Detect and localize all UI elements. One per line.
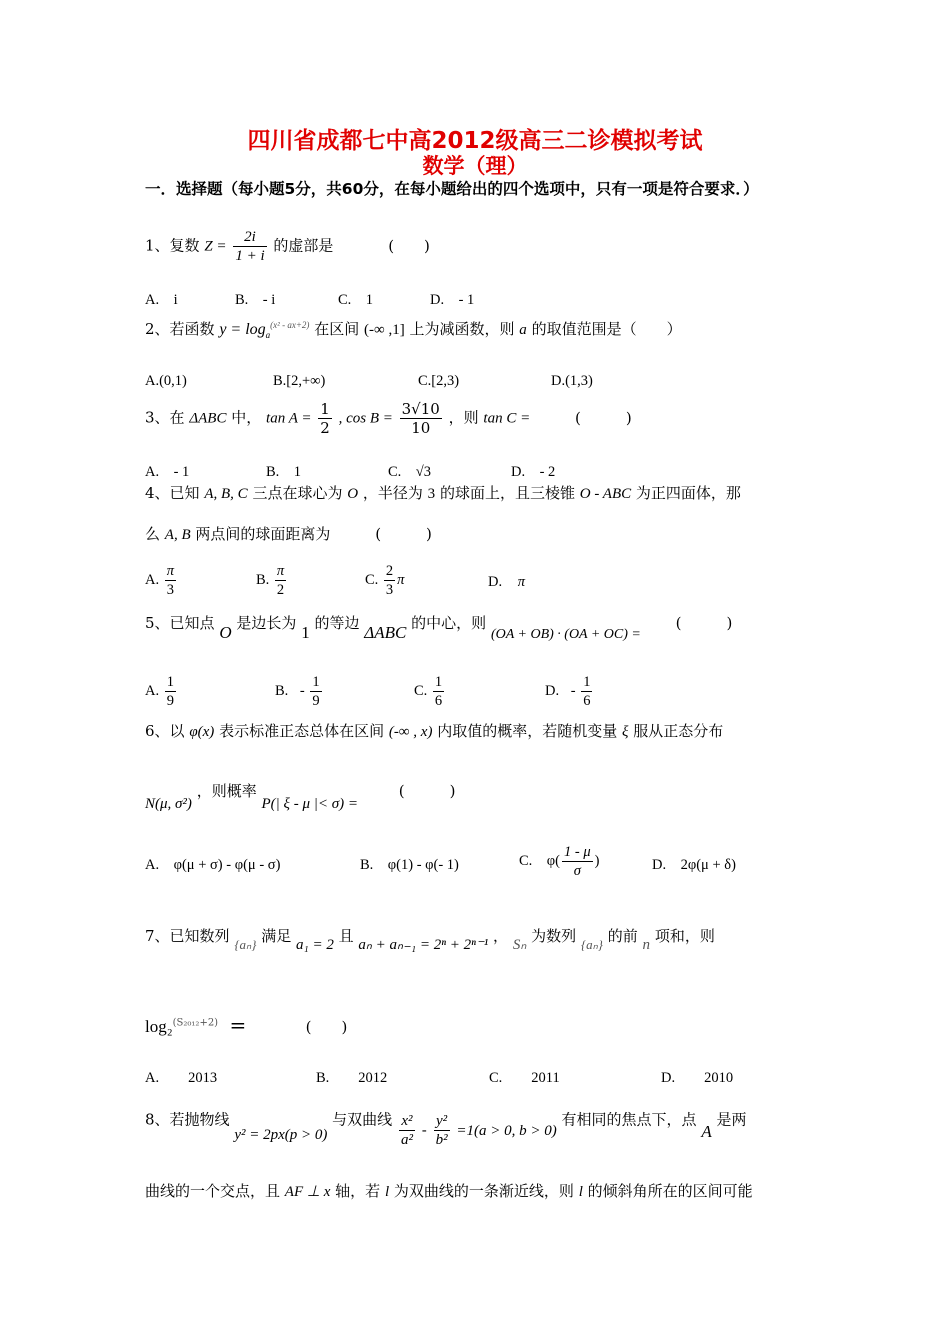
q8-line2-text-2: 轴，若 — [335, 1182, 381, 1200]
q3-tan-expr: tan A = — [266, 410, 312, 427]
q5-point-o: O — [219, 623, 232, 642]
q1-numerator: 2i — [233, 228, 266, 247]
q5-option-a-label: A. — [145, 682, 160, 699]
q4-option-a-fraction — [165, 562, 176, 599]
q8-line-l-2: l — [578, 1184, 583, 1200]
q5-option-c-den: 6 — [434, 693, 443, 709]
q6-option-b: B. φ(1) - φ(- 1) — [360, 857, 459, 873]
q5-option-a-num: 1 — [166, 674, 174, 690]
q5-option-d-label: D. — [545, 682, 560, 699]
q4-label: 4、已知 — [145, 484, 200, 502]
q6-option-c-den: σ — [573, 863, 581, 879]
q5-option-b-fraction — [310, 673, 321, 710]
q4-points: A, B, C — [204, 486, 248, 502]
q6-option-c-tail: ) — [594, 852, 600, 869]
q2-variable: a — [519, 322, 527, 338]
q2-label: 2、若函数 — [145, 320, 215, 338]
q4-option-c-tail: π — [397, 571, 405, 588]
q7-text-1: 满足 — [261, 927, 292, 945]
question-5 — [145, 612, 733, 642]
q4-option-b-num: π — [276, 563, 285, 579]
q1-option-d: D. - 1 — [430, 292, 475, 308]
q4-line2-points: A, B — [164, 527, 191, 543]
q4-option-b-label: B. — [256, 571, 270, 588]
q1-text: 的虚部是 — [273, 236, 334, 255]
question-8-line-1 — [145, 1102, 747, 1148]
q8-text-2: 有相同的焦点下，点 — [561, 1110, 697, 1129]
question-6-line-1 — [145, 720, 723, 741]
q5-option-d-den: 6 — [583, 693, 591, 709]
q4-option-c-label: C. — [365, 571, 379, 588]
q4-option-b-fraction — [275, 562, 286, 599]
q5-option-c — [414, 673, 446, 710]
q8-line-l: l — [384, 1184, 390, 1200]
q2-option-a: A.(0,1) — [145, 373, 187, 389]
q7-option-a: A. 2013 — [145, 1070, 218, 1086]
q4-option-d — [488, 574, 525, 591]
q8-point-a: A — [701, 1121, 712, 1141]
question-7-line-1 — [145, 925, 715, 953]
q1-expr: Z = — [204, 238, 227, 255]
q4-option-c-num: 2 — [385, 563, 394, 579]
q6-distribution: N(μ, σ²) — [145, 796, 192, 812]
q4-center: O — [347, 486, 359, 502]
q5-option-b-den: 9 — [312, 693, 320, 709]
q3-option-d: D. - 2 — [511, 464, 556, 480]
question-6-line-2 — [145, 780, 456, 812]
question-7-line-2 — [145, 1013, 347, 1037]
q5-option-c-fraction — [433, 673, 444, 710]
question-1 — [145, 228, 430, 265]
question-4-line-1 — [145, 482, 741, 503]
q5-option-d-fraction — [581, 673, 592, 710]
q2-option-d: D.(1,3) — [551, 373, 593, 389]
q1-answer-blank: ( ) — [388, 236, 430, 255]
q2-option-b: B.[2,+∞) — [273, 373, 326, 389]
q7-sequence: {aₙ} — [234, 937, 257, 952]
q2-base: a — [265, 330, 271, 340]
page-subtitle: 数学（理） — [422, 154, 528, 178]
q4-line2-text: 么 — [145, 525, 161, 543]
q4-option-a-label: A. — [145, 571, 160, 588]
q1-option-b: B. - i — [235, 292, 276, 308]
q8-hyperbola-x — [399, 1112, 415, 1149]
q6-interval: (-∞ , x) — [388, 724, 433, 740]
q3-answer-blank: ( ) — [575, 408, 632, 427]
q5-text-3: 的中心，则 — [411, 614, 487, 632]
q6-text-2: 内取值的概率，若随机变量 — [437, 722, 618, 740]
q1-option-a: A. i — [145, 292, 178, 308]
q8-af: AF ⊥ x — [284, 1184, 331, 1200]
q8-hyperbola-rest: =1(a > 0, b > 0) — [456, 1122, 557, 1139]
q2-option-c: C.[2,3) — [418, 373, 460, 389]
question-3 — [145, 400, 632, 437]
q7-option-c: C. 2011 — [489, 1070, 560, 1086]
q6-text-1: 表示标准正态总体在区间 — [219, 722, 385, 740]
q4-option-b-den: 2 — [276, 582, 285, 598]
q8-text-3: 是两 — [716, 1110, 747, 1129]
q6-option-d: D. 2φ(μ + δ) — [652, 857, 736, 873]
q4-line2-text-2: 两点间的球面距离为 — [195, 525, 331, 543]
q5-answer-blank: ( ) — [675, 614, 733, 632]
q7-option-b: B. 2012 — [316, 1070, 388, 1086]
q5-side-length: 1 — [301, 623, 310, 642]
q6-text-3: 服从正态分布 — [633, 722, 724, 740]
q6-answer-blank: ( ) — [398, 782, 456, 800]
q2-expr: y = log — [219, 321, 266, 338]
q5-option-c-num: 1 — [434, 674, 443, 690]
q8-hyperbola-y-num: y² — [434, 1112, 450, 1131]
q4-option-c-den: 3 — [385, 582, 394, 598]
q7-equals: = — [229, 1013, 247, 1037]
q7-sum: Sₙ — [512, 937, 527, 953]
q4-text-3: 的球面上，且三棱锥 — [439, 484, 575, 502]
q4-radius: 3 — [427, 486, 436, 502]
q3-option-b: B. 1 — [266, 464, 302, 480]
q3-cos-denominator: 10 — [411, 419, 431, 437]
q7-label: 7、已知数列 — [145, 927, 230, 945]
q4-option-d-tail: π — [517, 574, 525, 590]
q4-option-d-label: D. — [488, 574, 503, 590]
q3-text-mid: 中， — [231, 408, 262, 427]
q5-option-d-sign: - — [570, 682, 576, 699]
q3-option-a: A. - 1 — [145, 464, 190, 480]
q4-option-a-num: π — [166, 563, 174, 579]
q3-label: 3、在 — [145, 408, 185, 427]
q1-fraction — [233, 228, 266, 265]
q6-option-c-num: 1 - μ — [564, 844, 591, 860]
q5-option-c-label: C. — [414, 682, 428, 699]
q6-label: 6、以 — [145, 722, 185, 740]
q1-denominator: 1 + i — [235, 248, 265, 264]
q1-label: 1、复数 — [145, 236, 200, 255]
q5-option-a — [145, 673, 178, 710]
q3-tan-denominator: 2 — [320, 419, 330, 437]
section-heading: 一．选择题（每小题5分，共60分，在每小题给出的四个选项中，只有一项是符合要求．） — [145, 180, 759, 198]
q3-tan-numerator: 1 — [320, 400, 330, 418]
q4-option-b — [256, 562, 288, 599]
q4-text-2: ，半径为 — [362, 484, 423, 502]
q7-option-d: D. 2010 — [661, 1070, 734, 1086]
question-4-line-2 — [145, 523, 432, 544]
q8-hyperbola-y-den: b² — [435, 1132, 448, 1148]
q3-target: tan C = — [483, 410, 531, 427]
q2-text-mid: 在区间 — [314, 320, 360, 338]
q3-triangle: ΔABC — [189, 410, 227, 427]
q5-text-2: 的等边 — [314, 614, 360, 632]
q6-option-c-fraction — [562, 843, 593, 880]
q4-text-1: 三点在球心为 — [252, 484, 343, 502]
q5-vector-expr: (OA + OB) · (OA + OC) = — [490, 627, 641, 642]
q7-initial-term: a₁ = 2 — [295, 937, 334, 953]
q7-n: n — [642, 937, 651, 953]
q5-triangle: ΔABC — [364, 623, 407, 642]
q7-text-5: 项和，则 — [654, 927, 715, 945]
q8-label: 8、若抛物线 — [145, 1110, 230, 1129]
q8-parabola: y² = 2px(p > 0) — [234, 1126, 328, 1143]
q6-option-c — [519, 843, 599, 880]
q5-option-a-fraction — [165, 673, 176, 710]
q3-cos-expr: , cos B = — [338, 410, 393, 427]
q7-text-4: 的前 — [607, 927, 638, 945]
q5-option-d-num: 1 — [583, 674, 591, 690]
q4-text-4: 为正四面体，那 — [635, 484, 741, 502]
q5-option-d — [545, 673, 594, 710]
q7-recurrence: aₙ + aₙ₋₁ = 2ⁿ + 2ⁿ⁻¹ — [358, 937, 489, 953]
question-2 — [145, 318, 682, 340]
q6-option-a: A. φ(μ + σ) - φ(μ - σ) — [145, 857, 281, 873]
q4-option-a-den: 3 — [166, 582, 174, 598]
q4-option-c — [365, 562, 404, 599]
q5-option-b — [275, 673, 324, 710]
page-title: 四川省成都七中高2012级高三二诊模拟考试 — [247, 128, 703, 154]
q7-comma: ， — [493, 927, 509, 945]
q2-text-after: 上为减函数，则 — [409, 320, 515, 338]
q2-exponent: (x² - ax+2) — [270, 320, 310, 330]
q7-answer-blank: ( ) — [305, 1018, 348, 1036]
q7-sequence-2: {aₙ} — [580, 937, 603, 952]
q8-line2-text-4: 的倾斜角所在的区间可能 — [587, 1182, 753, 1200]
q6-xi: ξ — [622, 724, 629, 740]
q1-option-c: C. 1 — [338, 292, 374, 308]
question-8-line-2 — [145, 1180, 753, 1201]
q8-line2-text-1: 曲线的一个交点，且 — [145, 1182, 281, 1200]
q6-text-4: ，则概率 — [196, 782, 257, 800]
q5-text-1: 是边长为 — [236, 614, 297, 632]
q3-tan-fraction — [318, 400, 332, 437]
q3-text-after: ，则 — [448, 408, 479, 427]
q7-text-2: 且 — [338, 927, 354, 945]
q8-minus: - — [421, 1120, 427, 1139]
q5-option-b-sign: - — [299, 682, 305, 699]
q6-option-c-label: C. φ( — [519, 852, 560, 869]
q4-option-c-fraction — [384, 562, 395, 599]
q7-log: log₂ — [145, 1017, 173, 1036]
q6-probability: P(| ξ - μ |< σ) = — [261, 796, 358, 812]
q8-hyperbola-x-num: x² — [399, 1112, 415, 1131]
q4-pyramid: O - ABC — [579, 486, 632, 502]
q2-interval: (-∞ ,1] — [364, 322, 405, 338]
q8-line2-text-3: 为双曲线的一条渐近线，则 — [393, 1182, 574, 1200]
q7-text-3: 为数列 — [531, 927, 577, 945]
q8-hyperbola-x-den: a² — [400, 1132, 413, 1148]
q5-option-b-label: B. — [275, 682, 289, 699]
q5-option-a-den: 9 — [166, 693, 174, 709]
q5-label: 5、已知点 — [145, 614, 215, 632]
q4-option-a — [145, 562, 178, 599]
q8-hyperbola-y — [434, 1112, 450, 1149]
q3-cos-numerator: 3√10 — [401, 400, 440, 418]
q3-cos-fraction — [400, 400, 442, 437]
q8-text-1: 与双曲线 — [332, 1110, 393, 1129]
q3-option-c: C. √3 — [388, 464, 432, 480]
q5-option-b-num: 1 — [312, 674, 320, 690]
q2-text-end: 的取值范围是（ ） — [531, 320, 682, 338]
q4-answer-blank: ( ) — [375, 525, 432, 543]
q7-log-arg: (S₂₀₁₂+2) — [172, 1017, 219, 1029]
q6-phi: φ(x) — [189, 724, 215, 740]
